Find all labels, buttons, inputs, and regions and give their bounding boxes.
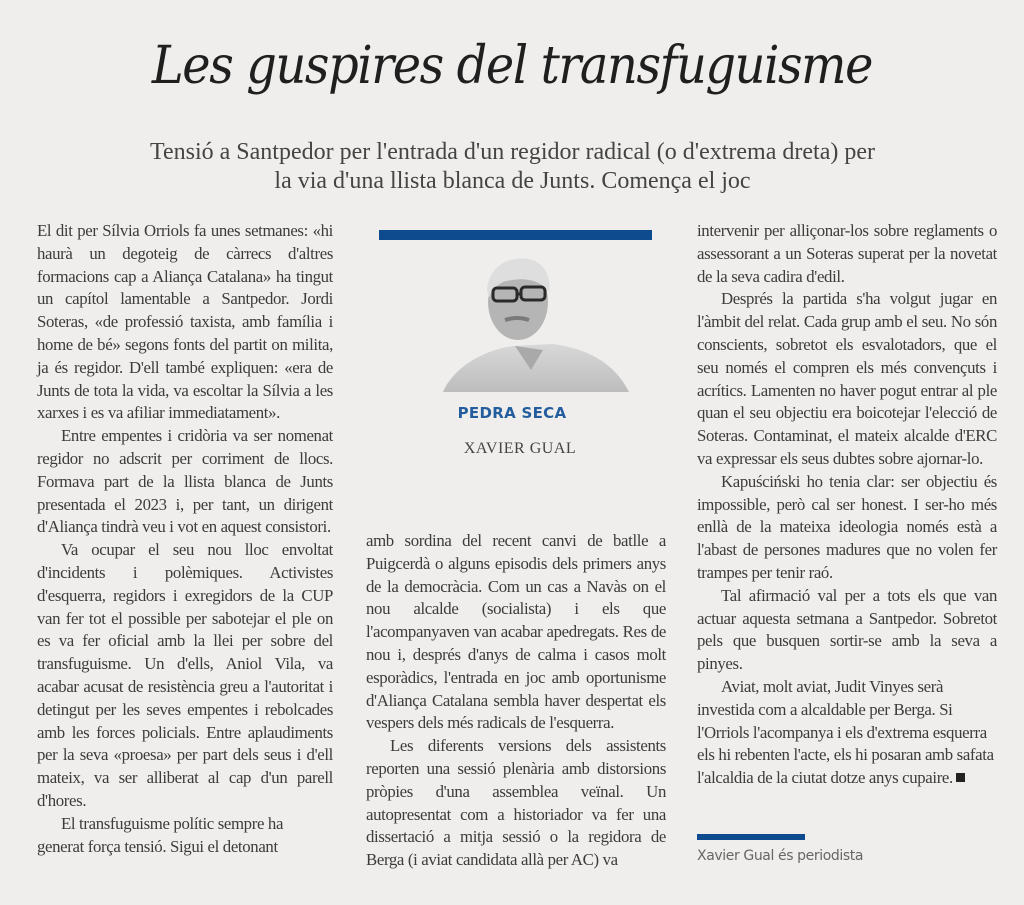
column-section-label: PEDRA SECA <box>457 404 567 422</box>
subheadline: Tensió a Santpedor per l'entrada d'un regidor radical (o d'extrema dreta) per la via d'una llista blanca de Junts. Comença el joc <box>150 139 875 194</box>
author-bio: Xavier Gual és periodista <box>697 848 864 864</box>
paragraph-last <box>697 676 997 790</box>
paragraph: El transfuguisme polític sempre ha generat força tensió. Sigui el detonant <box>37 813 284 856</box>
headline: Les guspires del transfuguisme <box>151 36 873 96</box>
article-column-2 <box>366 530 666 872</box>
paragraph: intervenir per alliçonar-los sobre reglaments o assessorant a un Soteras superat per la novetat de la seva cadira d'edil. <box>697 221 997 286</box>
paragraph: Tal afirmació val per a tots els que van actuar aquesta setmana a Santpedor. Sobretot pels que busquen sortir-se amb la seva a pinyes. <box>697 585 997 674</box>
paragraph: El dit per Sílvia Orriols fa unes setmanes: «hi haurà un degoteig de càrrecs d'altres formacions cap a Aliança Catalana» ha tingut un capítol lamentable a Santpedor. Jordi Soteras, «de professió taxista, amb família i home de bé» segons fonts del partit on milita, ja és regidor. D'ell també expliquen: «era de Junts de tota la vida, va escoltar la Sílvia a les xarxes i es va afiliar immediatament». <box>37 221 333 423</box>
paragraph: Kapuściński ho tenia clar: ser objectiu és impossible, però cal ser honest. I ser-ho més enllà de la mateixa ideologia només està a l'abast de persones madures que no volen fer trampes per tenir raó. <box>697 471 997 582</box>
paragraph: Va ocupar el seu nou lloc envoltat d'incidents i polèmiques. Activistes d'esquerra, regidors i exregidors de la CUP van fer tot el possible per sabotejar el ple on es va fer oficial amb la llei per sobre del transfuguisme. Un d'ells, Aniol Vila, va acabar acusat de resistència greu a l'autoritat i detingut per les seves empentes i rebolcades amb les forces policials. Entre aplaudiments per la seva «proesa» per part dels seus i d'ell mateix, va ser alliberat al cap d'un parell d'hores. <box>37 540 333 810</box>
paragraph: Les diferents versions dels assistents reporten una sessió plenària amb distorsions pròpies d'una assemblea veïnal. Un autopresentat com a historiador va fer una dissertació a mitja sessió o la regidora de Berga (i aviat candidata allà per AC) va <box>366 736 666 870</box>
paragraph: Després la partida s'ha volgut jugar en l'àmbit del relat. Cada grup amb el seu. No són conscients, sobretot els esvalotadors, que el seu només el compren els més convençuts i acrítics. Lamenten no haver pogut entrar al ple quan el seu objectiu era boicotejar l'elecció de Soteras. Contaminat, el mateix alcalde d'ERC va expressar els seus dubtes sobre ajornar-lo. <box>697 289 997 468</box>
paragraph-text: Aviat, molt aviat, Judit Vinyes serà investida com a alcaldable per Berga. Si l'Orriols l'acompanya i els d'extrema esquerra els hi rebenten l'acte, els hi posaran amb safata l'alcaldia de la ciutat dotze anys cupaire. <box>697 676 994 788</box>
article-column-3 <box>697 220 997 790</box>
author-name: XAVIER GUAL <box>463 440 577 457</box>
end-of-article-icon <box>956 773 965 782</box>
author-photo <box>443 250 633 392</box>
paragraph: Entre empentes i cridòria va ser nomenat regidor no adscrit per corriment de llocs. Formava part de la llista blanca de Junts presentada el 2023 i, per tant, un dirigent d'Aliança tindrà veu i vot en aquest consistori. <box>37 426 333 537</box>
article-column-1 <box>37 220 333 858</box>
paragraph: amb sordina del recent canvi de batlle a Puigcerdà o alguns episodis dels primers anys de la democràcia. Com un cas a Navàs on el nou alcalde (socialista) i els que l'acompanyaven van acabar apedregats. Res de nou i, després d'anys de calma i casos molt esporàdics, l'entrada en joc amb oportunisme d'Aliança Catalana sembla haver despertat els vespers dels més radicals de l'esquerra. <box>366 531 666 733</box>
accent-bar-bottom <box>697 834 805 840</box>
accent-bar <box>379 230 652 240</box>
